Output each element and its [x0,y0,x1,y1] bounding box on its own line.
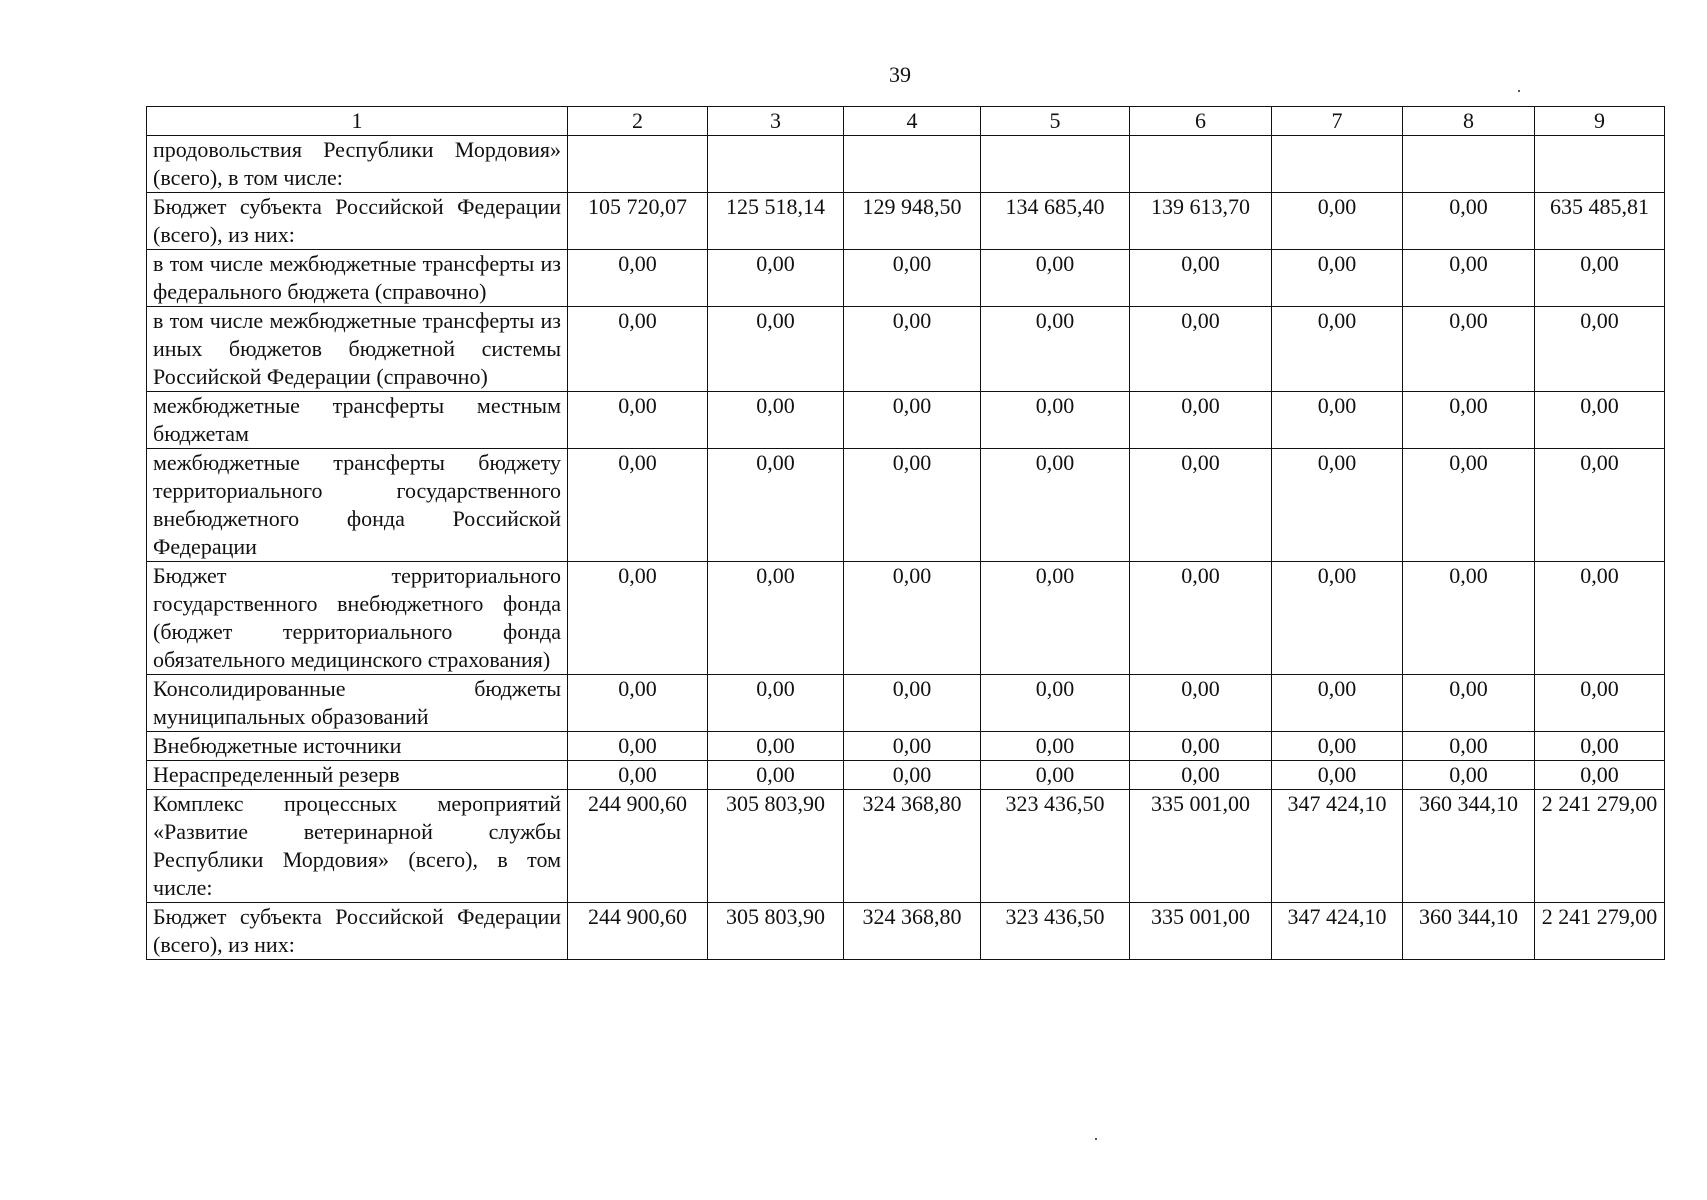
table-cell: 0,00 [844,250,981,307]
column-header: 2 [568,107,708,136]
table-cell: 0,00 [1403,675,1535,732]
row-label: Комплекс процессных мероприятий «Развитие ветеринарной службы Республики Мордовия» (всего), в том числе: [147,790,568,903]
table-cell: 0,00 [844,307,981,392]
row-label: в том числе межбюджетные трансферты из иных бюджетов бюджетной системы Российской Федерации (справочно) [147,307,568,392]
table-cell: 0,00 [1272,250,1403,307]
table-cell: 139 613,70 [1130,193,1272,250]
table-cell: 0,00 [708,392,844,449]
column-header: 1 [147,107,568,136]
table-cell: 0,00 [1535,675,1665,732]
table-cell: 0,00 [1272,449,1403,562]
table-cell [1130,136,1272,193]
table-cell [844,136,981,193]
table-cell: 125 518,14 [708,193,844,250]
table-cell [1272,136,1403,193]
table-cell: 0,00 [844,761,981,790]
column-header: 6 [1130,107,1272,136]
table-row [147,193,1665,250]
table-cell: 323 436,50 [981,903,1130,960]
table-cell: 0,00 [1272,732,1403,761]
table-cell [981,136,1130,193]
row-label: Бюджет территориального государственного внебюджетного фонда (бюджет территориального фонда обязательного медицинского страхования) [147,562,568,675]
table-cell: 0,00 [708,675,844,732]
table-cell: 0,00 [708,449,844,562]
table-row [147,562,1665,675]
table-cell: 305 803,90 [708,903,844,960]
table-row [147,790,1665,903]
table-cell: 0,00 [1403,193,1535,250]
table-cell: 0,00 [708,250,844,307]
row-label: Консолидированные бюджеты муниципальных образований [147,675,568,732]
column-header: 4 [844,107,981,136]
table-cell: 0,00 [1535,562,1665,675]
table-cell: 0,00 [1403,250,1535,307]
table-cell: 360 344,10 [1403,790,1535,903]
table-cell: 129 948,50 [844,193,981,250]
row-label: Бюджет субъекта Российской Федерации (всего), из них: [147,193,568,250]
table-cell: 244 900,60 [568,790,708,903]
table-cell: 347 424,10 [1272,790,1403,903]
table-cell: 0,00 [1403,392,1535,449]
table-row [147,675,1665,732]
table-cell: 2 241 279,00 [1535,903,1665,960]
row-label: Бюджет субъекта Российской Федерации (всего), из них: [147,903,568,960]
table-cell: 0,00 [708,761,844,790]
table-cell: 0,00 [1272,675,1403,732]
table-cell: 0,00 [981,392,1130,449]
table-cell: 0,00 [1535,307,1665,392]
table-cell: 0,00 [1403,449,1535,562]
row-label: Внебюджетные источники [147,732,568,761]
column-header: 3 [708,107,844,136]
table-cell: 0,00 [568,732,708,761]
table-cell: 0,00 [1535,250,1665,307]
budget-table [146,106,1665,960]
row-label: Нераспределенный резерв [147,761,568,790]
table-cell: 0,00 [568,761,708,790]
column-header: 7 [1272,107,1403,136]
table-cell: 0,00 [1272,193,1403,250]
table-row [147,392,1665,449]
table-cell: 0,00 [1130,562,1272,675]
table-cell: 0,00 [1130,307,1272,392]
table-row [147,250,1665,307]
table-cell: 0,00 [1403,562,1535,675]
table-cell: 323 436,50 [981,790,1130,903]
table-cell: 105 720,07 [568,193,708,250]
table-cell [708,136,844,193]
row-label: в том числе межбюджетные трансферты из федерального бюджета (справочно) [147,250,568,307]
table-cell [1535,136,1665,193]
table-cell: 0,00 [1535,761,1665,790]
table-cell: 0,00 [568,675,708,732]
table-cell: 0,00 [1130,250,1272,307]
table-row [147,136,1665,193]
table-cell: 0,00 [981,250,1130,307]
table-cell: 0,00 [1403,732,1535,761]
page-number: 39 [889,62,911,87]
column-header: 9 [1535,107,1665,136]
table-row [147,761,1665,790]
table-cell: 0,00 [844,562,981,675]
table-cell: 324 368,80 [844,790,981,903]
scan-speck [1518,90,1520,92]
row-label: продовольствия Республики Мордовия» (всего), в том числе: [147,136,568,193]
table-cell: 0,00 [1130,675,1272,732]
table-row [147,449,1665,562]
table-row [147,903,1665,960]
table-cell: 0,00 [844,732,981,761]
table-cell: 360 344,10 [1403,903,1535,960]
table-cell: 0,00 [844,449,981,562]
row-label: межбюджетные трансферты местным бюджетам [147,392,568,449]
table-cell: 0,00 [568,449,708,562]
table-cell: 0,00 [1130,732,1272,761]
table-cell: 0,00 [981,761,1130,790]
table-cell: 0,00 [568,562,708,675]
table-cell: 0,00 [844,675,981,732]
table-cell: 2 241 279,00 [1535,790,1665,903]
table-cell: 0,00 [981,562,1130,675]
table-cell: 0,00 [1130,449,1272,562]
table-cell: 0,00 [1272,562,1403,675]
table-cell: 0,00 [981,675,1130,732]
table-cell: 0,00 [981,307,1130,392]
scan-speck [1095,1138,1097,1140]
table-row [147,307,1665,392]
table-cell: 0,00 [708,307,844,392]
table-cell: 347 424,10 [1272,903,1403,960]
table-header-row [147,107,1665,136]
table-cell: 335 001,00 [1130,790,1272,903]
table-cell: 0,00 [568,250,708,307]
table-cell: 0,00 [568,392,708,449]
row-label: межбюджетные трансферты бюджету территориального государственного внебюджетного фонда Российской Федерации [147,449,568,562]
table-cell: 134 685,40 [981,193,1130,250]
table-cell: 0,00 [844,392,981,449]
table-cell: 0,00 [1272,392,1403,449]
column-header: 5 [981,107,1130,136]
table-cell: 0,00 [981,449,1130,562]
table-cell: 0,00 [1535,732,1665,761]
table-cell: 0,00 [1535,449,1665,562]
table-cell [1403,136,1535,193]
table-cell: 0,00 [1535,392,1665,449]
table-cell: 324 368,80 [844,903,981,960]
table-cell: 0,00 [1403,307,1535,392]
table-cell: 0,00 [1272,761,1403,790]
table-cell [568,136,708,193]
table-cell: 0,00 [708,732,844,761]
table-cell: 635 485,81 [1535,193,1665,250]
table-cell: 0,00 [1130,392,1272,449]
table-cell: 244 900,60 [568,903,708,960]
table-cell: 0,00 [708,562,844,675]
table-cell: 0,00 [568,307,708,392]
table-cell: 0,00 [1272,307,1403,392]
table-cell: 335 001,00 [1130,903,1272,960]
column-header: 8 [1403,107,1535,136]
table-row [147,732,1665,761]
table-cell: 0,00 [981,732,1130,761]
table-cell: 0,00 [1403,761,1535,790]
table-cell: 305 803,90 [708,790,844,903]
table-cell: 0,00 [1130,761,1272,790]
